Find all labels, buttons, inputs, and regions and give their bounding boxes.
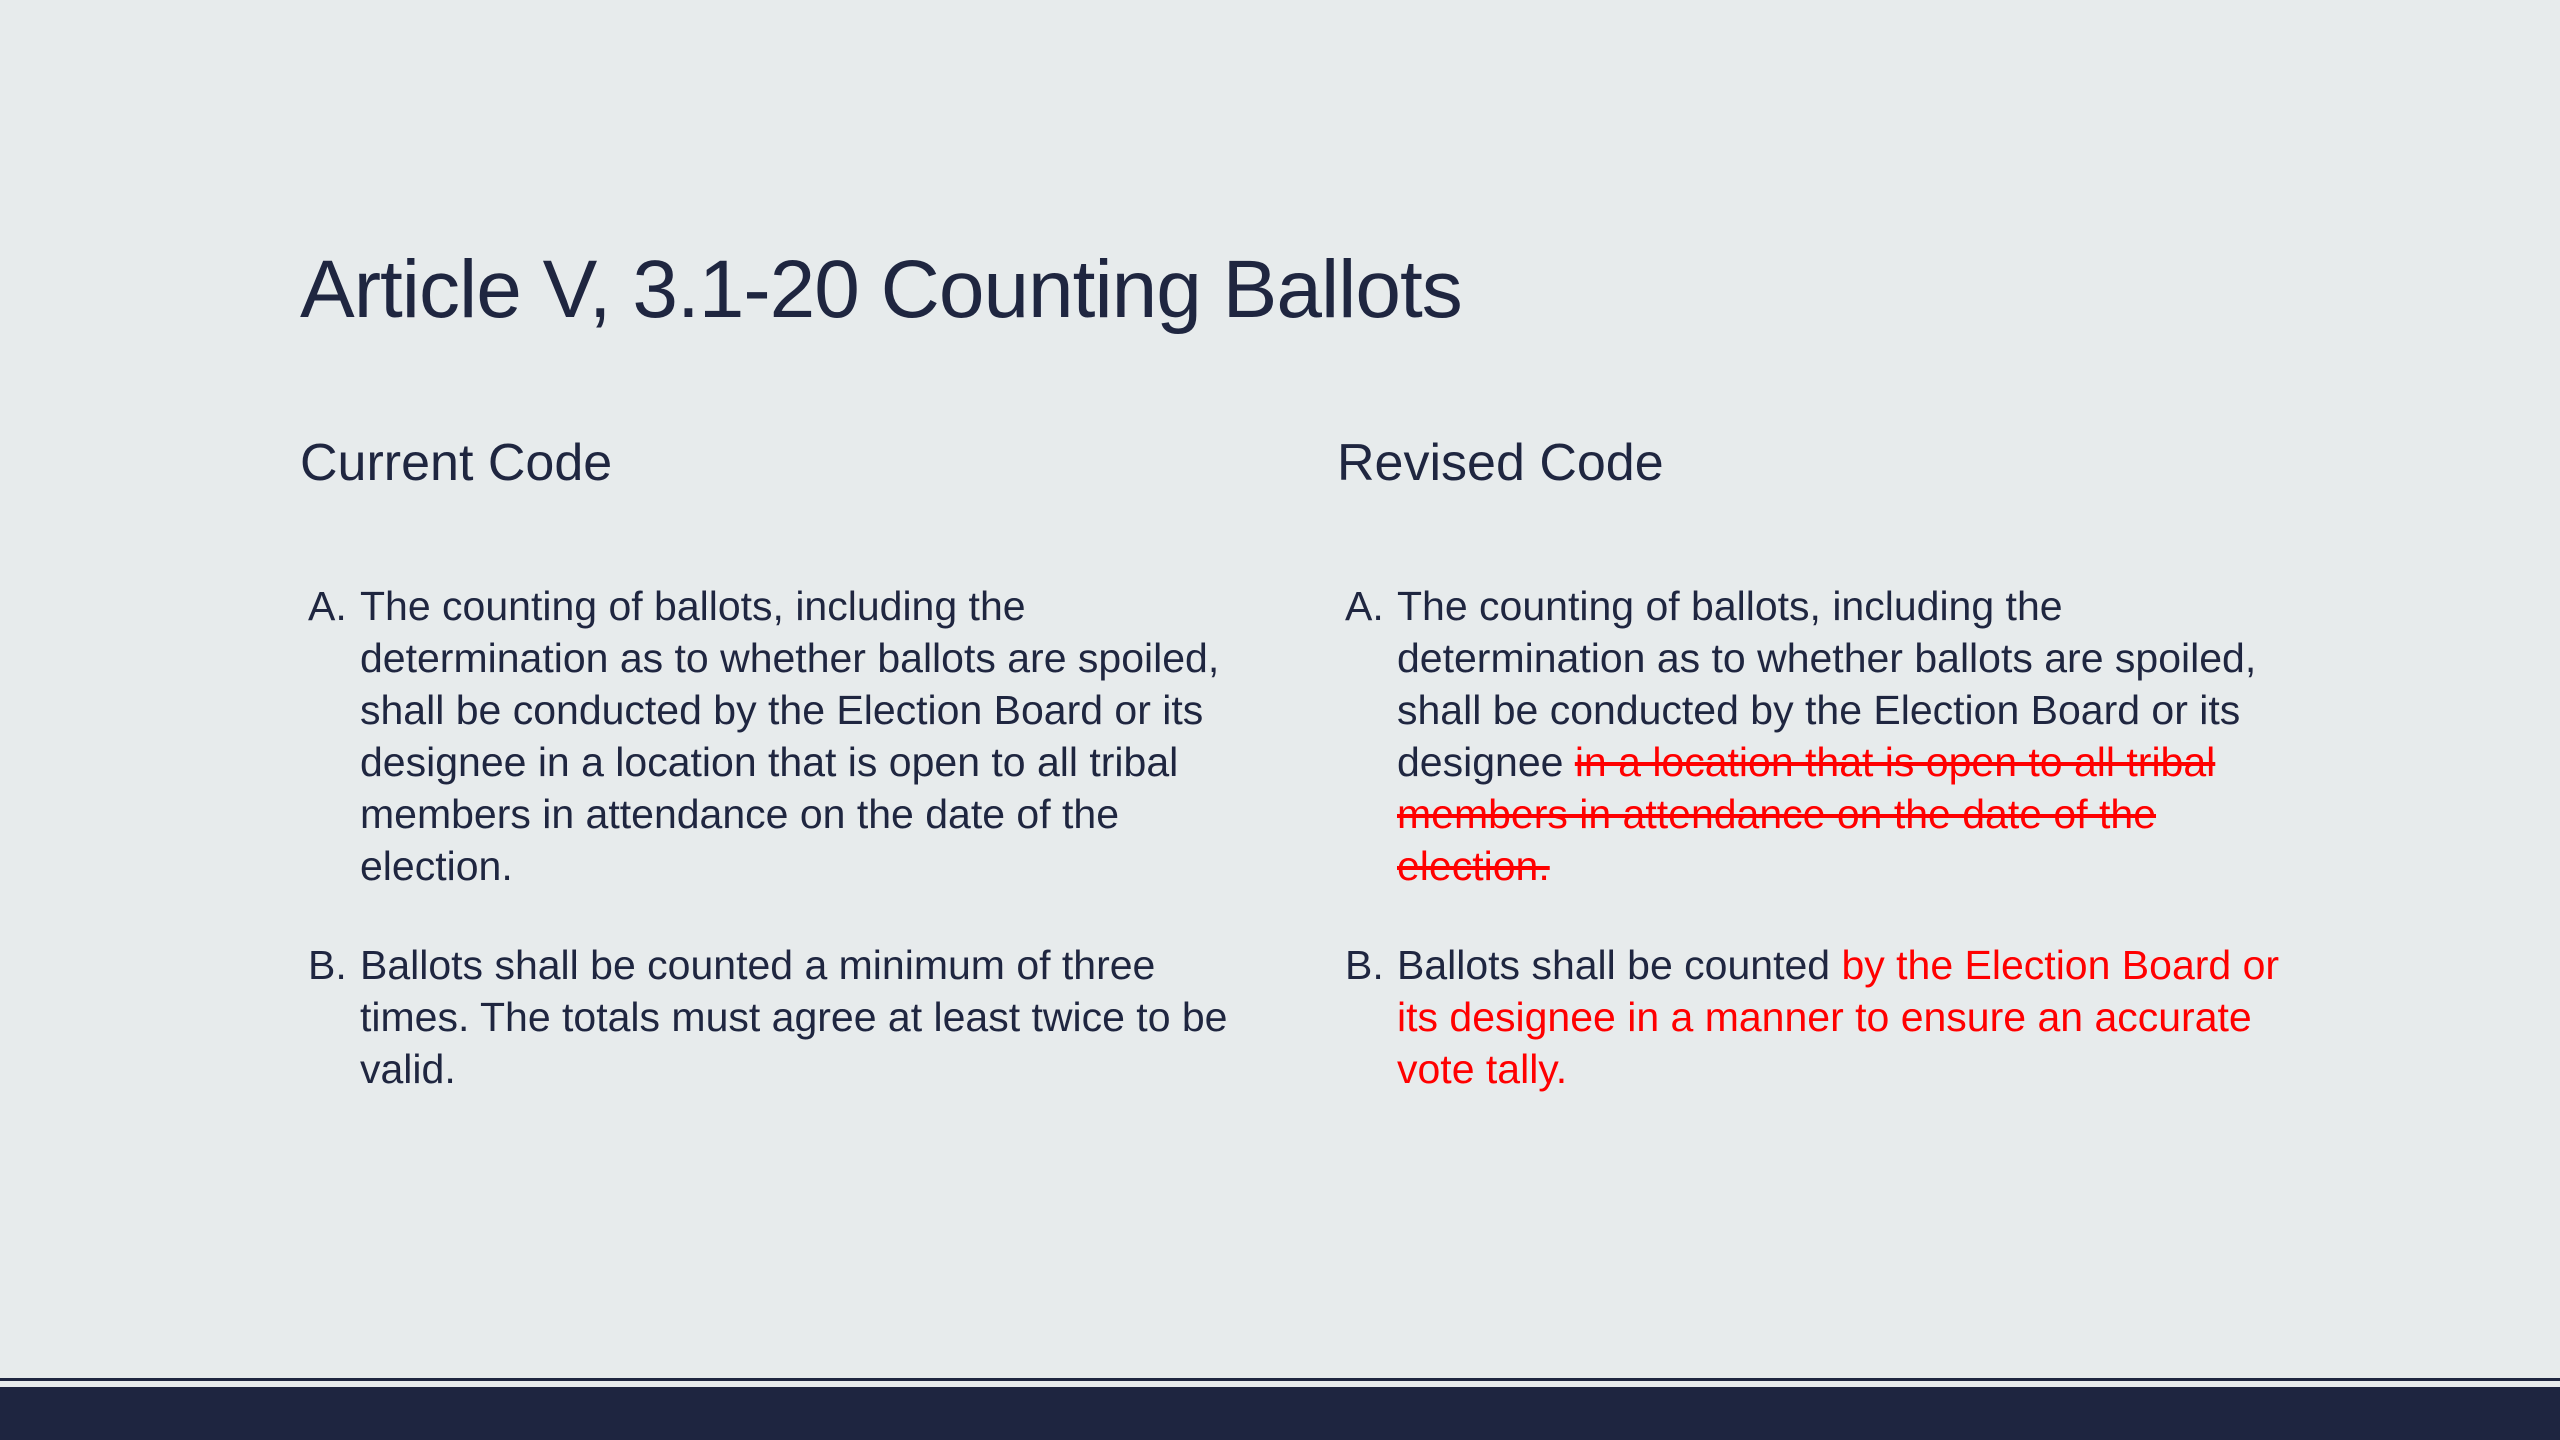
footer-divider [0,1378,2560,1381]
current-code-item-a [300,580,1260,892]
item-text: Ballots shall be counted a minimum of three times. The totals must agree at least twice to be valid. [360,942,1228,1092]
revised-code-column [1337,430,2297,1092]
inserted-text: by the Election Board or its designee in a manner to ensure an accurate vote tally. [1397,942,2280,1092]
item-marker: B. [308,942,347,988]
revised-code-heading: Revised Code [1337,434,1664,492]
revised-code-item-b [1337,939,2297,1095]
revised-code-list [1337,580,2297,1142]
item-marker: A. [1345,583,1384,629]
item-marker: B. [1345,942,1384,988]
current-code-item-b [300,939,1260,1095]
current-code-heading: Current Code [300,434,613,492]
current-code-list [300,580,1260,1142]
revised-code-item-a [1337,580,2297,892]
footer-band [0,1387,2560,1440]
current-code-column [300,430,1260,1092]
item-text: Ballots shall be counted [1397,942,1842,988]
slide-title: Article V, 3.1-20 Counting Ballots [300,244,1462,335]
deleted-text: in a location that is open to all tribal members in attendance on the date of the election. [1397,739,2216,889]
item-marker: A. [308,583,347,629]
item-text: The counting of ballots, including the determination as to whether ballots are spoiled, shall be conducted by the Election Board or its designee [1397,583,2257,785]
item-text: The counting of ballots, including the determination as to whether ballots are spoiled, shall be conducted by the Election Board or its designee in a location that is open to all tribal members in attendance on the date of the election. [360,583,1220,889]
